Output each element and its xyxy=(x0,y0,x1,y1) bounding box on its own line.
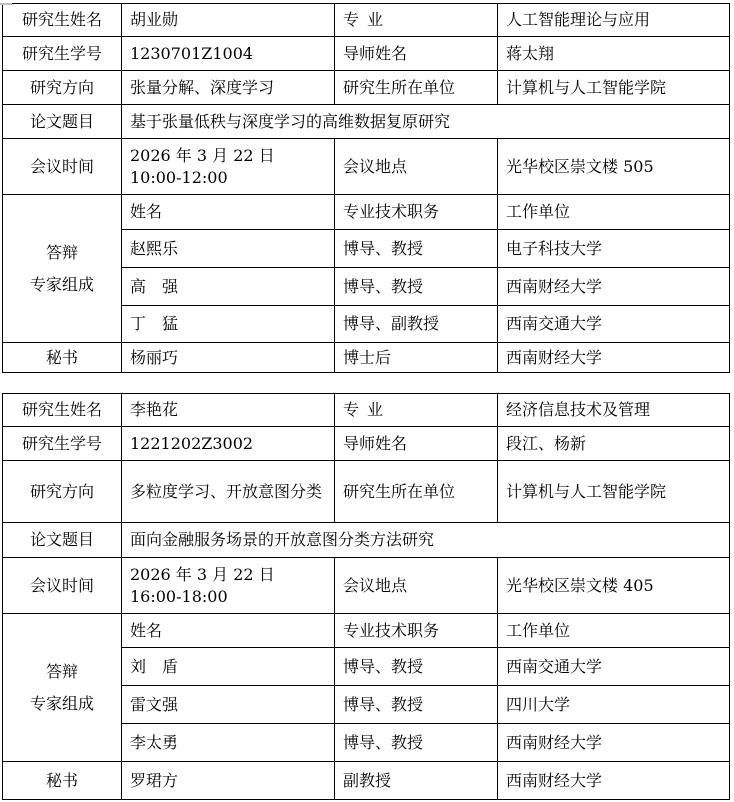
committee-member-title: 博导、教授 xyxy=(335,686,498,724)
committee-label-line1: 答辩 xyxy=(45,242,78,262)
major-value: 人工智能理论与应用 xyxy=(498,4,730,37)
major-label: 专 业 xyxy=(335,394,498,427)
secretary-unit: 西南财经大学 xyxy=(498,343,730,373)
committee-member-name: 刘 盾 xyxy=(122,648,335,686)
committee-member-title: 博导、教授 xyxy=(335,268,498,306)
defense-table-2 xyxy=(2,393,730,800)
document-page xyxy=(0,3,734,802)
committee-col-name-header: 姓名 xyxy=(122,614,335,648)
secretary-label: 秘书 xyxy=(3,762,122,800)
table-row xyxy=(3,558,730,614)
major-label: 专 业 xyxy=(335,4,498,37)
table-row xyxy=(3,523,730,558)
secretary-name: 杨丽巧 xyxy=(122,343,335,373)
committee-member-title: 博导、副教授 xyxy=(335,306,498,343)
student-name-value: 胡业勋 xyxy=(122,4,335,37)
meeting-time-label: 会议时间 xyxy=(3,139,122,195)
committee-col-title-header: 专业技术职务 xyxy=(335,614,498,648)
table-row xyxy=(3,139,730,195)
committee-member-name: 李太勇 xyxy=(122,724,335,762)
meeting-date: 2026 年 3 月 22 日 xyxy=(130,145,275,165)
committee-member-name: 丁 猛 xyxy=(122,306,335,343)
table-row xyxy=(3,394,730,427)
meeting-place-label: 会议地点 xyxy=(335,558,498,614)
committee-col-unit-header: 工作单位 xyxy=(498,195,730,230)
secretary-unit: 西南财经大学 xyxy=(498,762,730,800)
committee-member-title: 博导、教授 xyxy=(335,648,498,686)
meeting-date: 2026 年 3 月 22 日 xyxy=(130,564,275,584)
student-unit-value: 计算机与人工智能学院 xyxy=(498,461,730,523)
committee-member-unit: 西南财经大学 xyxy=(498,724,730,762)
supervisor-label: 导师姓名 xyxy=(335,427,498,461)
committee-label-line2: 专家组成 xyxy=(29,693,94,713)
table-row xyxy=(3,37,730,71)
research-direction-label: 研究方向 xyxy=(3,461,122,523)
committee-col-unit-header: 工作单位 xyxy=(498,614,730,648)
student-id-value: 1230701Z1004 xyxy=(122,37,335,71)
secretary-title: 博士后 xyxy=(335,343,498,373)
student-id-label: 研究生学号 xyxy=(3,37,122,71)
committee-member-unit: 西南财经大学 xyxy=(498,268,730,306)
committee-label xyxy=(3,195,122,343)
committee-member-name: 高 强 xyxy=(122,268,335,306)
supervisor-label: 导师姓名 xyxy=(335,37,498,71)
committee-member-title: 博导、教授 xyxy=(335,724,498,762)
meeting-place-value: 光华校区崇文楼 505 xyxy=(498,139,730,195)
meeting-hours: 10:00-12:00 xyxy=(130,167,228,187)
committee-member-name: 赵熙乐 xyxy=(122,230,335,268)
meeting-time-label: 会议时间 xyxy=(3,558,122,614)
secretary-name: 罗珺方 xyxy=(122,762,335,800)
thesis-title-value: 面向金融服务场景的开放意图分类方法研究 xyxy=(122,523,730,558)
thesis-title-value: 基于张量低秩与深度学习的高维数据复原研究 xyxy=(122,105,730,139)
secretary-label: 秘书 xyxy=(3,343,122,373)
committee-member-unit: 电子科技大学 xyxy=(498,230,730,268)
committee-member-unit: 西南交通大学 xyxy=(498,648,730,686)
secretary-title: 副教授 xyxy=(335,762,498,800)
meeting-time-value xyxy=(122,558,335,614)
table-row xyxy=(3,4,730,37)
thesis-title-label: 论文题目 xyxy=(3,105,122,139)
committee-member-name: 雷文强 xyxy=(122,686,335,724)
student-id-value: 1221202Z3002 xyxy=(122,427,335,461)
committee-label xyxy=(3,614,122,762)
student-unit-value: 计算机与人工智能学院 xyxy=(498,71,730,105)
table-row xyxy=(3,105,730,139)
research-direction-value: 多粒度学习、开放意图分类 xyxy=(122,461,335,523)
table-row xyxy=(3,71,730,105)
defense-table-1 xyxy=(2,3,730,373)
committee-col-title-header: 专业技术职务 xyxy=(335,195,498,230)
committee-member-title: 博导、教授 xyxy=(335,230,498,268)
research-direction-value: 张量分解、深度学习 xyxy=(122,71,335,105)
secretary-row xyxy=(3,343,730,373)
student-unit-label: 研究生所在单位 xyxy=(335,461,498,523)
student-name-value: 李艳花 xyxy=(122,394,335,427)
student-name-label: 研究生姓名 xyxy=(3,4,122,37)
research-direction-label: 研究方向 xyxy=(3,71,122,105)
major-value: 经济信息技术及管理 xyxy=(498,394,730,427)
meeting-hours: 16:00-18:00 xyxy=(130,586,228,606)
committee-member-unit: 西南交通大学 xyxy=(498,306,730,343)
student-id-label: 研究生学号 xyxy=(3,427,122,461)
table-row xyxy=(3,427,730,461)
meeting-place-label: 会议地点 xyxy=(335,139,498,195)
meeting-place-value: 光华校区崇文楼 405 xyxy=(498,558,730,614)
meeting-time-value xyxy=(122,139,335,195)
thesis-title-label: 论文题目 xyxy=(3,523,122,558)
table-row xyxy=(3,461,730,523)
student-unit-label: 研究生所在单位 xyxy=(335,71,498,105)
supervisor-value: 蒋太翔 xyxy=(498,37,730,71)
committee-member-unit: 四川大学 xyxy=(498,686,730,724)
secretary-row xyxy=(3,762,730,800)
committee-col-name-header: 姓名 xyxy=(122,195,335,230)
supervisor-value: 段江、杨新 xyxy=(498,427,730,461)
committee-label-line1: 答辩 xyxy=(45,661,78,681)
student-name-label: 研究生姓名 xyxy=(3,394,122,427)
committee-header-row xyxy=(3,614,730,648)
page-edge-artifact xyxy=(0,3,12,5)
committee-header-row xyxy=(3,195,730,230)
committee-label-line2: 专家组成 xyxy=(29,274,94,294)
